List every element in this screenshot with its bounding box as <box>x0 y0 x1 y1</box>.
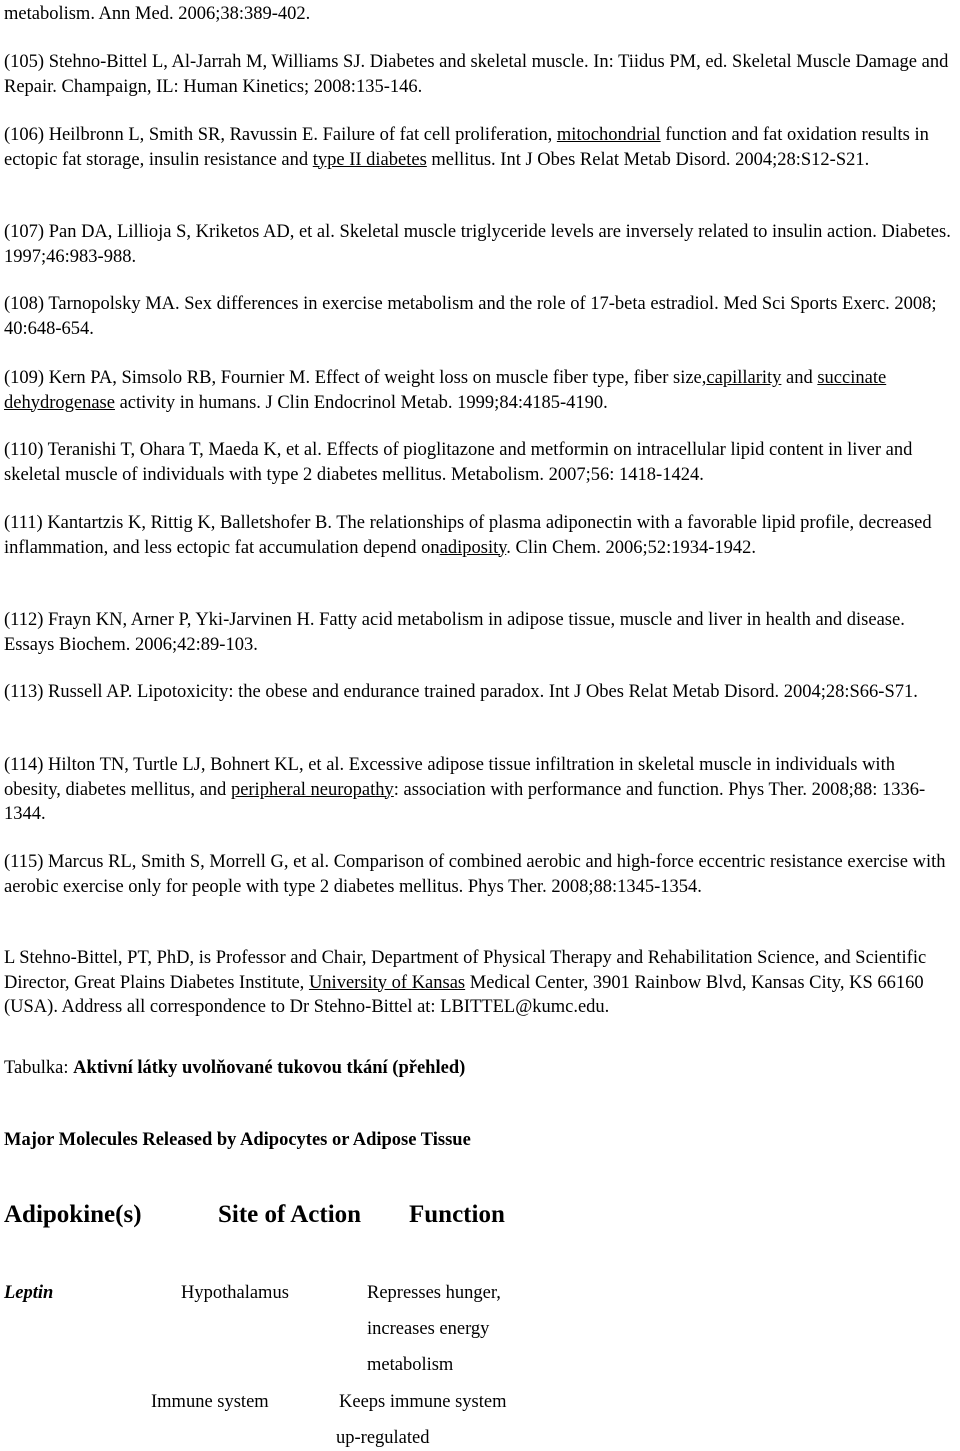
reference-text: (115) Marcus RL, Smith S, Morrell G, et al. Comparison of combined aerobic and high-force eccentric resistance exercise with aerobic exercise only for people with type 2 diabetes mellitus. Phys Ther. 2008;88:1345-1354. <box>4 852 946 897</box>
reference-text: (113) Russell AP. Lipotoxicity: the obese and endurance trained paradox. Int J Obes Relat Metab Disord. 2004;28:S66-S71. <box>4 682 918 702</box>
reference-text: activity in humans. J Clin Endocrinol Metab. 1999;84:4185-4190. <box>114 392 608 413</box>
link-type-ii-diabetes[interactable]: type II diabetes <box>312 149 427 170</box>
table-header-adipokines: Adipokine(s) <box>4 1201 142 1228</box>
reference-105 <box>4 50 956 99</box>
reference-109 <box>4 366 956 415</box>
reference-111 <box>4 511 956 560</box>
function-line: increases energy <box>367 1319 490 1339</box>
function-line: up-regulated <box>336 1428 430 1448</box>
reference-text: (111) Kantartzis K, Rittig K, Balletshofer B. The relationships of plasma adiponectin with a favorable lipid profile, decreased inflammation, and less ectopic fat accumulation depend on <box>4 513 932 558</box>
reference-114 <box>4 753 956 827</box>
reference-113 <box>4 680 956 705</box>
reference-text: (107) Pan DA, Lillioja S, Kriketos AD, et al. Skeletal muscle triglyceride levels are inversely related to insulin action. Diabetes. 1997;46:983-988. <box>4 222 951 267</box>
reference-text: (112) Frayn KN, Arner P, Yki-Jarvinen H. Fatty acid metabolism in adipose tissue, muscle and liver in health and disease. Essays Biochem. 2006;42:89-103. <box>4 610 905 655</box>
link-succinate[interactable]: succinate <box>817 368 887 388</box>
reference-text: function and fat oxidation results in ectopic fat storage, insulin resistance and <box>4 125 929 170</box>
reference-text: (110) Teranishi T, Ohara T, Maeda K, et al. Effects of pioglitazone and metformin on intracellular lipid content in liver and skeletal muscle of individuals with type 2 diabetes mellitus. Metabolism. 2007;56: 1418-1424. <box>4 440 913 485</box>
reference-text: (114) Hilton TN, Turtle LJ, Bohnert KL, et al. Excessive adipose tissue infiltration in skeletal muscle in individuals with obesity, diabetes mellitus, and <box>4 755 895 800</box>
adipokine-leptin: Leptin <box>4 1283 54 1303</box>
reference-text: (105) Stehno-Bittel L, Al-Jarrah M, Williams SJ. Diabetes and skeletal muscle. In: Tiidus PM, ed. Skeletal Muscle Damage and Repair. Champaign, IL: Human Kinetics; 2008:135-146. <box>4 52 949 97</box>
table-caption-label: Tabulka: <box>4 1058 74 1078</box>
function-line: Keeps immune system <box>339 1392 507 1412</box>
page-top-fragment: metabolism. Ann Med. 2006;38:389-402. <box>4 4 311 24</box>
site-immune-system: Immune system <box>151 1392 269 1412</box>
author-bio-text: Medical Center, 3901 Rainbow Blvd, Kansas City, KS 66160 (USA). Address all correspondence to Dr Stehno-Bittel at: LBITTEL@kumc.edu. <box>4 972 924 1017</box>
table-header-function: Function <box>409 1201 505 1228</box>
reference-107 <box>4 220 956 269</box>
reference-text: (108) Tarnopolsky MA. Sex differences in exercise metabolism and the role of 17-beta estradiol. Med Sci Sports Exerc. 2008; 40:648-654. <box>4 294 937 339</box>
reference-106 <box>4 123 956 172</box>
link-dehydrogenase[interactable]: dehydrogenase <box>4 392 115 413</box>
table-caption-title: Aktivní látky uvolňované tukovou tkání (přehled) <box>73 1058 466 1078</box>
function-line: metabolism <box>367 1355 454 1375</box>
reference-text: and <box>781 368 818 388</box>
author-bio-text: L Stehno-Bittel, PT, PhD, is Professor and Chair, Department of Physical Therapy and Rehabilitation Science, and Scientific Director, Great Plains Diabetes Institute, <box>4 948 927 993</box>
reference-115 <box>4 850 956 899</box>
link-peripheral-neuropathy[interactable]: peripheral neuropathy <box>230 779 394 800</box>
table-header-site-of-action: Site of Action <box>218 1201 362 1228</box>
reference-110 <box>4 438 956 487</box>
reference-108 <box>4 292 956 341</box>
reference-text: mellitus. Int J Obes Relat Metab Disord. 2004;28:S12-S21. <box>426 149 870 170</box>
reference-text: . Clin Chem. 2006;52:1934-1942. <box>506 537 757 558</box>
reference-text: (109) Kern PA, Simsolo RB, Fournier M. Effect of weight loss on muscle fiber type, fiber size, <box>4 368 707 388</box>
reference-112 <box>4 608 956 657</box>
link-university-of-kansas[interactable]: University of Kansas <box>308 972 466 993</box>
author-bio <box>4 946 956 1020</box>
section-heading: Major Molecules Released by Adipocytes or Adipose Tissue <box>4 1130 471 1150</box>
site-hypothalamus: Hypothalamus <box>181 1283 289 1303</box>
function-line: Represses hunger, <box>367 1283 501 1303</box>
link-mitochondrial[interactable]: mitochondrial <box>556 125 661 145</box>
table-caption <box>4 1056 956 1081</box>
reference-text: : association with performance and function. Phys Ther. 2008;88: 1336-1344. <box>4 779 926 824</box>
link-capillarity[interactable]: capillarity <box>706 368 782 388</box>
reference-text: (106) Heilbronn L, Smith SR, Ravussin E. Failure of fat cell proliferation, <box>4 125 557 145</box>
link-adiposity[interactable]: adiposity <box>439 537 507 558</box>
